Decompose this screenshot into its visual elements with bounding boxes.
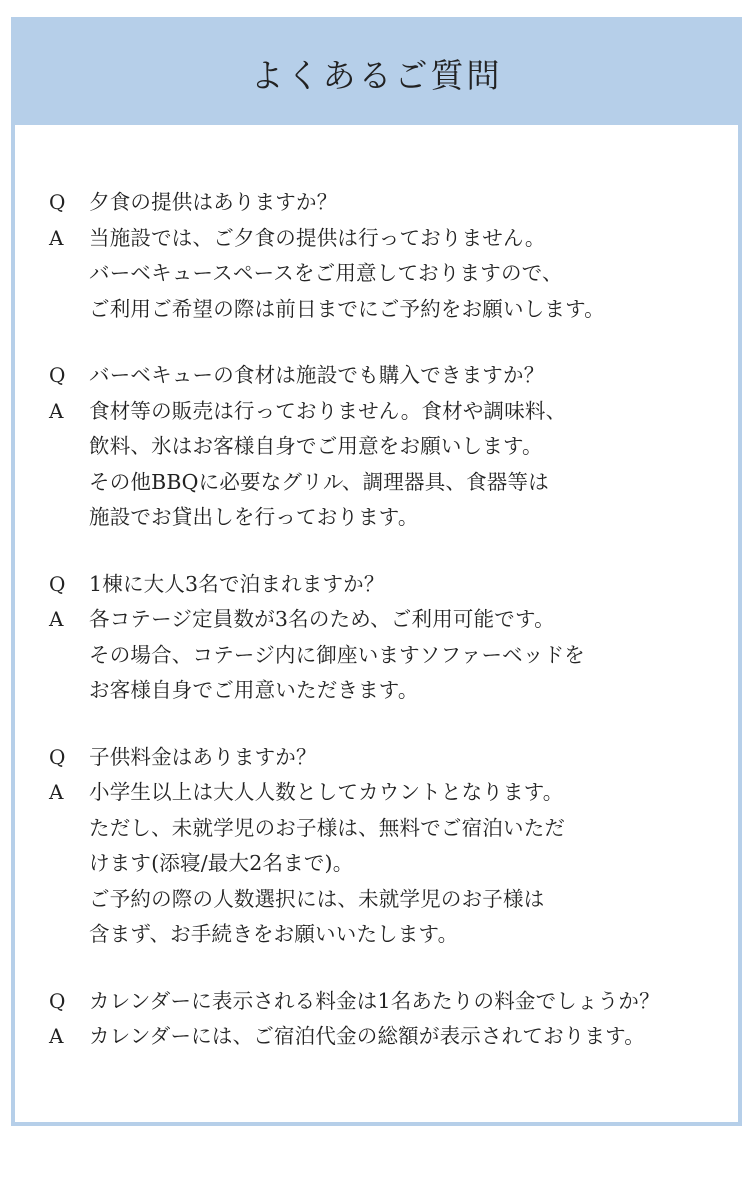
faq-item xyxy=(49,185,738,327)
question-row xyxy=(49,567,738,603)
answer-row xyxy=(49,775,738,953)
answer-row xyxy=(49,602,738,709)
question-text xyxy=(89,567,738,603)
question-text-line: カレンダーに表示される料金は1名あたりの料金でしょうか？ xyxy=(89,988,660,1013)
faq-header xyxy=(15,21,738,125)
answer-text-line: その他BBQに必要なグリル、調理器具、食器等は xyxy=(89,469,549,494)
answer-text xyxy=(89,1019,738,1055)
question-letter: Q xyxy=(49,988,66,1013)
question-text xyxy=(89,185,738,221)
question-letter: Q xyxy=(49,744,66,769)
faq-list xyxy=(49,185,738,1086)
page-title: よくあるご質問 xyxy=(250,55,503,95)
faq-item xyxy=(49,740,738,953)
answer-text-line: 食材等の販売は行っておりません。食材や調味料、 xyxy=(89,398,567,423)
answer-letter: A xyxy=(49,398,64,423)
question-text xyxy=(89,740,738,776)
answer-text-line: 当施設では、ご夕食の提供は行っておりません。 xyxy=(89,225,546,250)
answer-text-line: ご予約の際の人数選択には、未就学児のお子様は xyxy=(89,886,545,911)
answer-text-line: 施設でお貸出しを行っております。 xyxy=(89,505,419,529)
answer-text-line: お客様自身でご用意いただきます。 xyxy=(89,678,419,702)
answer-row xyxy=(49,394,738,536)
answer-text-line: 飲料、氷はお客様自身でご用意をお願いします。 xyxy=(89,434,543,458)
answer-letter: A xyxy=(49,225,64,250)
faq-item xyxy=(49,984,738,1055)
answer-text-line: 含まず、お手続きをお願いいたします。 xyxy=(89,922,459,946)
question-text-line: 子供料金はありますか？ xyxy=(89,744,317,769)
question-text-line: 夕食の提供はありますか？ xyxy=(89,190,338,214)
question-row xyxy=(49,740,738,776)
answer-text-line: 各コテージ定員数が3名のため、ご利用可能です。 xyxy=(89,607,555,631)
question-row xyxy=(49,358,738,394)
answer-row xyxy=(49,1019,738,1055)
question-row xyxy=(49,984,738,1020)
answer-text-line: その場合、コテージ内に御座いますソファーベッドを xyxy=(89,642,585,667)
faq-item xyxy=(49,358,738,536)
answer-letter: A xyxy=(49,607,64,631)
answer-text xyxy=(89,775,738,953)
question-text-line: 1棟に大人3名で泊まれますか？ xyxy=(89,571,385,596)
answer-text-line: カレンダーには、ご宿泊代金の総額が表示されております。 xyxy=(89,1024,645,1048)
answer-text-line: 小学生以上は大人人数としてカウントとなります。 xyxy=(89,780,564,804)
question-letter: Q xyxy=(49,190,66,214)
answer-text-line: バーベキュースペースをご用意しておりますので、 xyxy=(89,261,563,285)
answer-row xyxy=(49,221,738,328)
answer-text-line: ただし、未就学児のお子様は、無料でご宿泊いただ xyxy=(89,815,566,840)
answer-text xyxy=(89,394,738,536)
answer-letter: A xyxy=(49,1024,64,1048)
faq-panel xyxy=(11,17,742,1126)
faq-item xyxy=(49,567,738,709)
question-letter: Q xyxy=(49,571,66,596)
question-text xyxy=(89,984,738,1020)
answer-text-line: けます(添寝/最大2名まで)。 xyxy=(89,851,354,875)
answer-text xyxy=(89,221,738,328)
question-letter: Q xyxy=(49,363,66,387)
answer-text-line: ご利用ご希望の際は前日までにご予約をお願いします。 xyxy=(89,296,605,321)
question-row xyxy=(49,185,738,221)
answer-text xyxy=(89,602,738,709)
question-text xyxy=(89,358,738,394)
answer-letter: A xyxy=(49,780,64,804)
question-text-line: バーベキューの食材は施設でも購入できますか？ xyxy=(89,363,545,387)
